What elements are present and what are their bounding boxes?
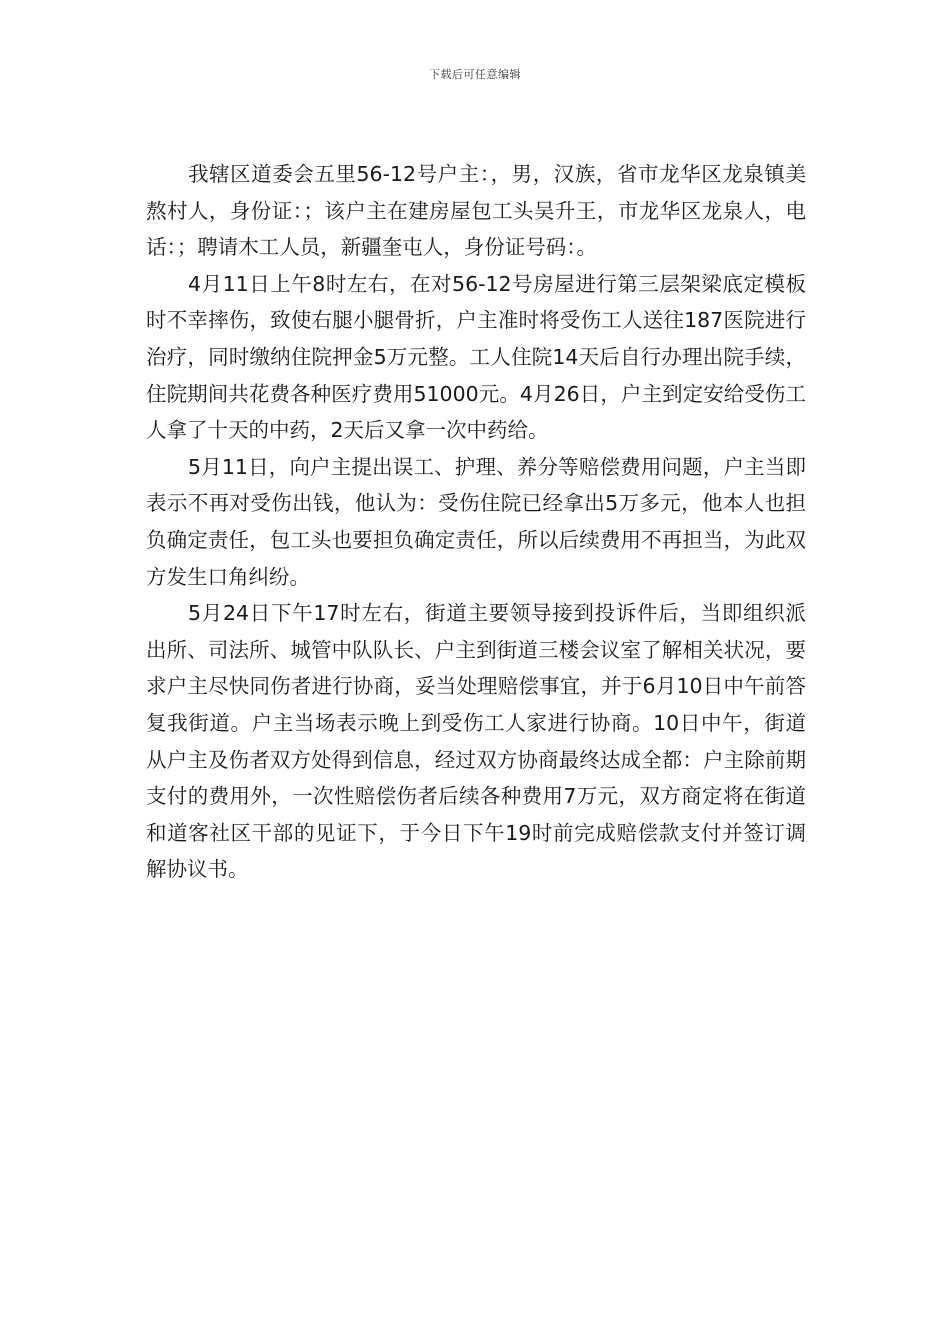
paragraph-3: 5月11日，向户主提出误工、护理、养分等赔偿费用问题，户主当即表示不再对受伤出钱，他认为：受伤住院已经拿出5万多元，他本人也担负确定责任，包工头也要担负确定责任，所以后续费用不再担当，为此双方发生口角纠纷。 xyxy=(146,454,806,589)
paragraph-4: 5月24日下午17时左右，街道主要领导接到投诉件后，当即组织派出所、司法所、城管中队队长、户主到街道三楼会议室了解相关状况，要求户主尽快同伤者进行协商，妥当处理赔偿事宜，并于6月10日中午前答复我街道。户主当场表示晚上到受伤工人家进行协商。10日中午，街道从户主及伤者双方处得到信息，经过双方协商最终达成全都：户主除前期支付的费用外，一次性赔偿伤者后续各种费用7万元，双方商定将在街道和道客社区干部的见证下，于今日下午19时前完成赔偿款支付并签订调解协议书。 xyxy=(146,601,806,882)
page-header: 下载后可任意编辑 xyxy=(429,68,521,81)
paragraph-1: 我辖区道委会五里56-12号户主：，男，汉族，省市龙华区龙泉镇美熬村人，身份证：；该户主在建房屋包工头吴升王，市龙华区龙泉人，电话：；聘请木工人员，新疆奎屯人，身份证号码：。 xyxy=(146,162,806,260)
document-body xyxy=(146,156,806,888)
paragraph-2: 4月11日上午8时左右，在对56-12号房屋进行第三层架梁底定模板时不幸摔伤，致使右腿小腿骨折，户主准时将受伤工人送往187医院进行治疗，同时缴纳住院押金5万元整。工人住院14天后自行办理出院手续，住院期间共花费各种医疗费用51000元。4月26日，户主到定安给受伤工人拿了十天的中药，2天后又拿一次中药给。 xyxy=(146,271,806,443)
